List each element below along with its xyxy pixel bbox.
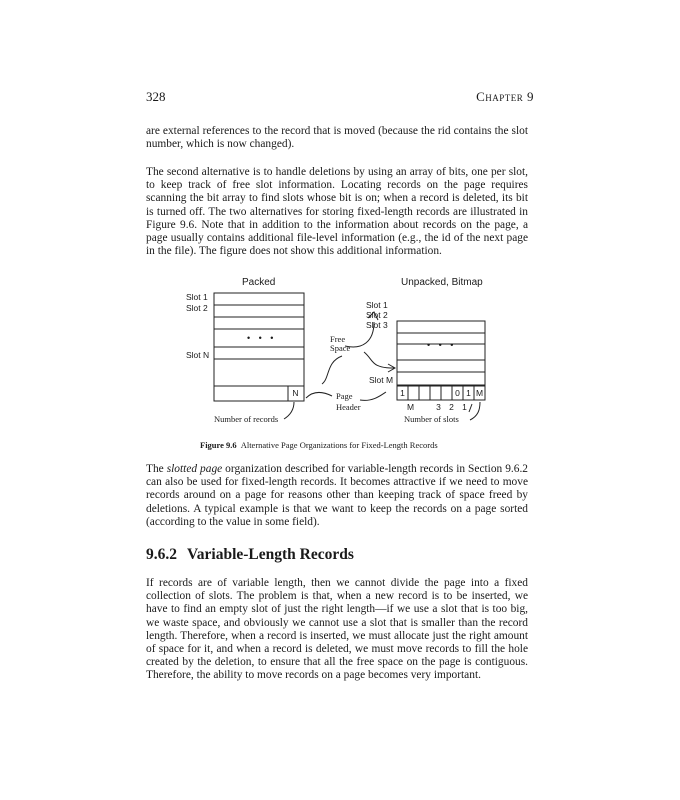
slotted-page-lead: The bbox=[146, 463, 167, 475]
figure-number: Figure 9.6 bbox=[200, 440, 237, 450]
number-of-records-label: Number of records bbox=[214, 414, 279, 424]
arrowhead bbox=[368, 312, 378, 320]
free-space-arrow-left bbox=[322, 356, 342, 384]
section-number: 9.6.2 bbox=[146, 546, 177, 563]
page-header-arrow-left bbox=[306, 392, 332, 398]
free-space-arrow-up bbox=[345, 322, 374, 347]
free-space-label-line-2: Space bbox=[330, 343, 351, 353]
slot-one-pointer bbox=[469, 404, 472, 412]
slotted-page-term: slotted page bbox=[166, 463, 223, 475]
records-pointer bbox=[284, 402, 294, 419]
packed-slot-2-label: Slot 2 bbox=[186, 303, 208, 313]
packed-page-outline bbox=[214, 293, 304, 401]
free-space-arrow-right bbox=[364, 352, 394, 368]
unpacked-ellipsis: • • • bbox=[427, 340, 457, 350]
unpacked-title: Unpacked, Bitmap bbox=[401, 277, 483, 288]
slot-number-1: 1 bbox=[462, 402, 467, 412]
unpacked-slot-1-label: Slot 1 bbox=[366, 300, 388, 310]
slotted-page-lead-rest: organization described for variable-length records in Section 9.6.2 bbox=[222, 463, 528, 475]
bitmap-row bbox=[397, 386, 485, 400]
slot-m-label: Slot M bbox=[369, 375, 394, 385]
record-count-value: N bbox=[292, 388, 299, 398]
running-head: Chapter 9 bbox=[476, 89, 534, 104]
arrowhead bbox=[388, 364, 395, 372]
bit-1-value: 1 bbox=[466, 388, 471, 398]
page-header-label-line-1: Page bbox=[336, 391, 353, 401]
bit-0-value: 0 bbox=[455, 388, 460, 398]
slot-count-value: M bbox=[475, 388, 484, 398]
number-of-slots-label: Number of slots bbox=[404, 414, 459, 424]
paragraph-continuation: are external references to the record that is moved (because the rid contains the slot number, which is now changed). bbox=[146, 125, 528, 151]
page-header-arrow-right bbox=[360, 392, 386, 400]
packed-count-cell bbox=[288, 386, 304, 401]
unpacked-slot-3-label: Slot 3 bbox=[366, 320, 388, 330]
paragraph-slotted-page bbox=[146, 463, 528, 529]
bit-1-value: 1 bbox=[400, 388, 405, 398]
paragraph-bit-array: The second alternative is to handle deletions by using an array of bits, one per slot, to keep track of free slot information. Locating records on the page requires scanning the bit array to find slots whose bit is on; when a record is deleted, its bit is turned off. The two alternatives for storing fixed-length records are illustrated in Figure 9.6. Note that in addition to the information about records on the page, a page usually contains additional file-level information (e.g., the id of the next page in the file). The figure does not show this additional information. bbox=[146, 166, 528, 258]
packed-slot-1-label: Slot 1 bbox=[186, 292, 208, 302]
packed-title: Packed bbox=[242, 277, 276, 288]
figure-caption bbox=[200, 440, 438, 450]
packed-ellipsis: • • • bbox=[247, 333, 277, 343]
slots-pointer bbox=[470, 402, 480, 420]
page-number: 328 bbox=[146, 89, 166, 104]
slot-number-3: 3 bbox=[436, 402, 441, 412]
free-space-label-line-1: Free bbox=[330, 334, 346, 344]
section-title: Variable-Length Records bbox=[187, 546, 354, 563]
page-header-label-line-2: Header bbox=[336, 402, 361, 412]
unpacked-slot-2-label: Slot 2 bbox=[366, 310, 388, 320]
unpacked-page-outline bbox=[397, 321, 485, 385]
slotted-page-body: can also be used for fixed-length records. It becomes attractive if we need to move records around on a page for reasons other than keeping track of space freed by deletions. A typical example is that we want to keep the records on a page sorted (according to the value in some field). bbox=[146, 476, 528, 528]
section-heading bbox=[146, 546, 354, 564]
slot-number-m: M bbox=[406, 402, 415, 412]
slot-number-2: 2 bbox=[449, 402, 454, 412]
packed-slot-n-label: Slot N bbox=[186, 350, 210, 360]
paragraph-variable-length: If records are of variable length, then we cannot divide the page into a fixed collection of slots. The problem is that, when a new record is to be inserted, we have to find an empty slot of just the right length—if we use a slot that is too big, we waste space, and obviously we cannot use a slot that is smaller than the record length. Therefore, when a record is inserted, we must allocate just the right amount of space for it, and when a record is deleted, we must move records to fill the hole created by the deletion, to ensure that all the free space on the page is contiguous. Therefore, the ability to move records on a page becomes very important. bbox=[146, 577, 528, 682]
figure-caption-text: Alternative Page Organizations for Fixed-Length Records bbox=[240, 440, 438, 450]
